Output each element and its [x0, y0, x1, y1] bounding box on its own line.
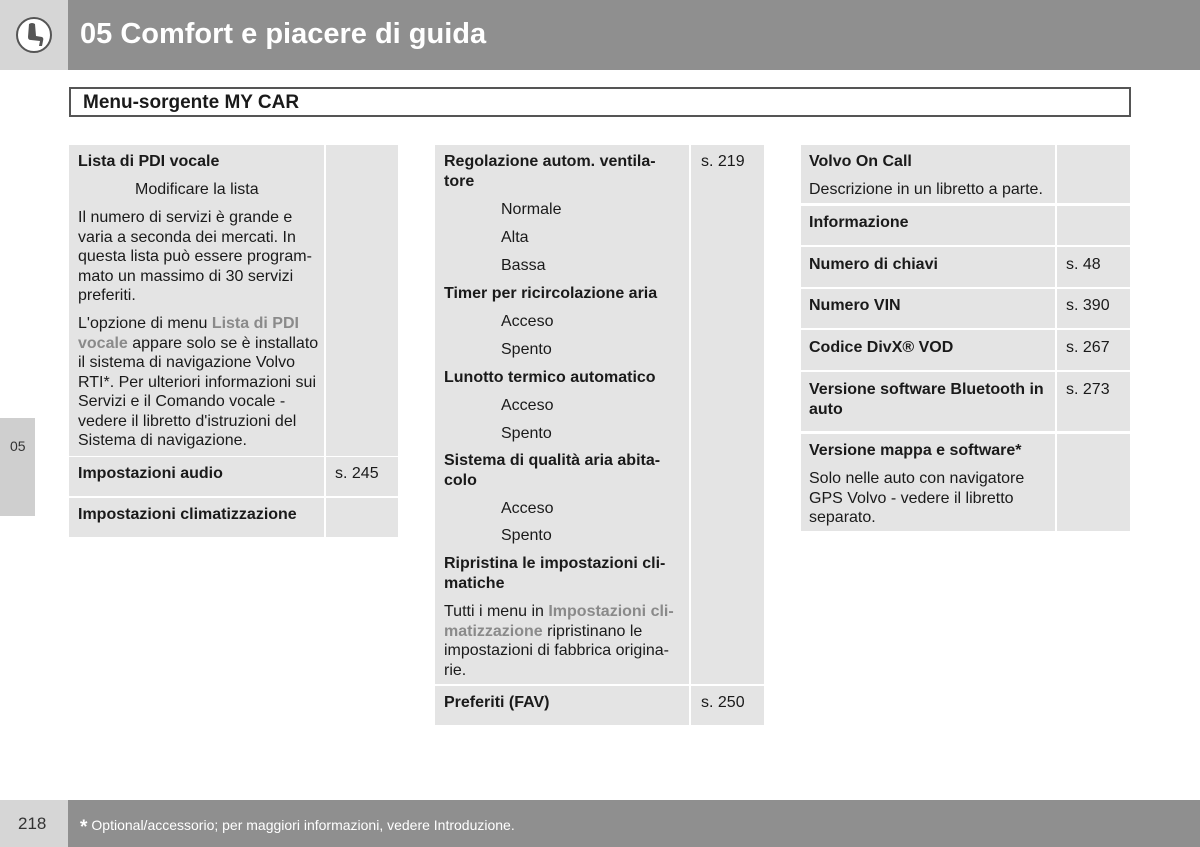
pdi-text-line: L'opzione di menu Lista di PDI [78, 315, 299, 332]
map-ref-cell [1057, 434, 1130, 531]
map-text-line: separato. [809, 509, 876, 526]
pdi-text-line: Il numero di servizi è grande e [78, 209, 293, 226]
pdi-text-line: mato un massimo di 30 servizi [78, 267, 294, 285]
info-title: Informazione [809, 214, 909, 231]
pdi-text-line: il sistema di navigazione Volvo [78, 354, 296, 371]
chapter-tab-label: 05 [10, 438, 26, 454]
option-item: Acceso [501, 500, 554, 517]
seat-icon [15, 16, 53, 54]
footnote-star: * [80, 817, 88, 838]
option-item: Alta [501, 229, 529, 246]
footnote [80, 817, 515, 839]
pdi-text-line: Sistema di navigazione. [78, 432, 247, 449]
rego-title: tore [444, 172, 475, 190]
qual-title: Sistema di qualità aria abita- [444, 452, 661, 469]
audio-page-ref: s. 245 [335, 465, 379, 482]
pdi-title: Lista di PDI vocale [78, 153, 220, 170]
clima-ref-cell [326, 498, 398, 537]
option-item: Spento [501, 341, 552, 358]
pdi-subtitle: Modificare la lista [135, 181, 259, 198]
chapter-tab [0, 418, 35, 516]
bt-title: Versione software Bluetooth in [809, 381, 1044, 398]
fav-page-ref: s. 250 [701, 694, 745, 711]
menu-reference: Lista di PDI [211, 315, 299, 332]
footnote-text: Optional/accessorio; per maggiori informazioni, vedere Introduzione. [91, 817, 515, 833]
lunotto-title: Lunotto termico automatico [444, 369, 656, 386]
page-title: 05 Comfort e piacere di guida [80, 18, 487, 50]
timer-title: Timer per ricircolazione aria [444, 285, 658, 302]
pdi-text-line: preferiti. [78, 287, 136, 304]
rego-title: Regolazione autom. ventila- [444, 153, 656, 170]
rego-page-ref: s. 219 [701, 153, 745, 170]
divx-page-ref: s. 267 [1066, 339, 1110, 356]
menu-reference: vocale [78, 334, 128, 352]
fav-title: Preferiti (FAV) [444, 694, 550, 711]
pdi-text-line: RTI*. Per ulteriori informazioni sui [78, 373, 317, 391]
vin-title: Numero VIN [809, 297, 901, 314]
option-item: Spento [501, 527, 552, 544]
reset-text-line: matizzazione ripristinano le [444, 622, 643, 640]
reset-text-line: rie. [444, 661, 467, 679]
info-ref-cell [1057, 206, 1130, 245]
pdi-text-line: vocale appare solo se è installato [78, 334, 319, 352]
option-item: Bassa [501, 257, 546, 274]
pdi-text-line: vedere il libretto d'istruzioni del [78, 412, 297, 430]
voc-ref-cell [1057, 145, 1130, 203]
menu-reference: matizzazione [444, 622, 543, 640]
page-number: 218 [18, 814, 47, 833]
reset-title: matiche [444, 574, 505, 592]
vin-page-ref: s. 390 [1066, 297, 1110, 314]
menu-reference: Impostazioni cli- [548, 603, 674, 620]
chiavi-page-ref: s. 48 [1066, 256, 1101, 273]
section-title: Menu-sorgente MY CAR [83, 92, 300, 113]
clima-title: Impostazioni climatizzazione [78, 506, 297, 523]
pdi-text-line: Servizi e il Comando vocale - [78, 393, 286, 410]
map-text-line: GPS Volvo - vedere il libretto [809, 489, 1014, 507]
option-item: Acceso [501, 313, 554, 330]
pdi-text-line: varia a seconda dei mercati. In [78, 228, 296, 246]
clima-settings-ref-cell [691, 145, 764, 684]
divx-title: Codice DivX® VOD [809, 339, 954, 356]
voc-title: Volvo On Call [809, 153, 912, 170]
option-item: Spento [501, 425, 552, 442]
reset-text-line: impostazioni di fabbrica origina- [444, 642, 669, 659]
pdi-text-line: questa lista può essere program- [78, 248, 312, 265]
option-item: Normale [501, 201, 562, 218]
voc-description: Descrizione in un libretto a parte. [809, 181, 1043, 198]
bt-page-ref: s. 273 [1066, 381, 1110, 398]
chiavi-title: Numero di chiavi [809, 256, 938, 273]
audio-title: Impostazioni audio [78, 465, 223, 482]
reset-title: Ripristina le impostazioni cli- [444, 555, 666, 572]
section-header [69, 87, 1131, 117]
bt-title: auto [809, 400, 843, 418]
pdi-ref-cell [326, 145, 398, 456]
qual-title: colo [444, 471, 477, 489]
option-item: Acceso [501, 397, 554, 414]
map-text-line: Solo nelle auto con navigatore [809, 470, 1025, 487]
reset-text-line: Tutti i menu in Impostazioni cli- [444, 603, 674, 620]
map-title: Versione mappa e software* [809, 442, 1022, 459]
